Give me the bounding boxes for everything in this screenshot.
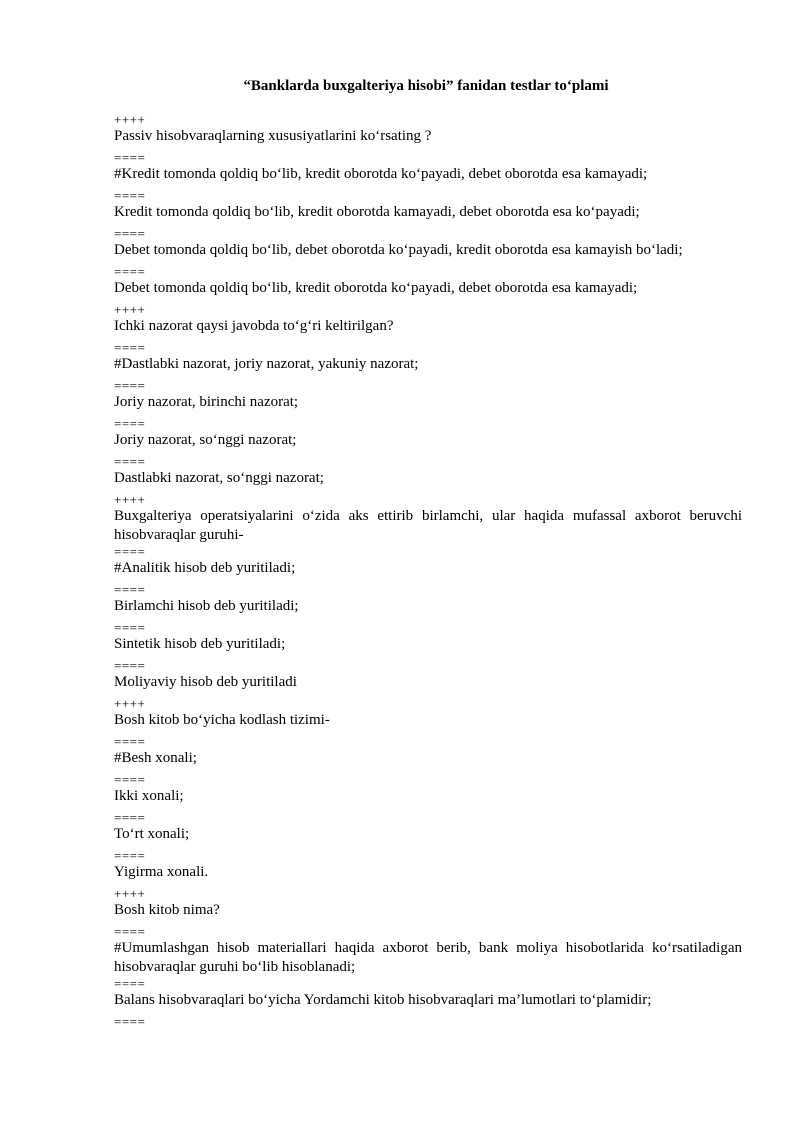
question-separator: ++++ <box>114 302 146 317</box>
answer-separator: ==== <box>114 924 146 939</box>
text-line: #Dastlabki nazorat, joriy nazorat, yakuniy nazorat; <box>114 356 419 372</box>
answer-separator: ==== <box>114 810 146 825</box>
text-line: Sintetik hisob deb yuritiladi; <box>114 636 286 652</box>
document-body <box>114 113 742 1029</box>
answer-separator: ==== <box>114 264 146 279</box>
answer-separator: ==== <box>114 734 146 749</box>
question-separator: ++++ <box>114 492 146 507</box>
text-line: Ikki xonali; <box>114 788 184 804</box>
text-line: #Kredit tomonda qoldiq bo‘lib, kredit oborotda ko‘payadi, debet oborotda esa kamayadi; <box>114 166 648 182</box>
text-line: Debet tomonda qoldiq bo‘lib, debet oborotda ko‘payadi, kredit oborotda esa kamayish bo‘ladi; <box>114 242 683 258</box>
answer-separator: ==== <box>114 1014 146 1029</box>
text-line: Moliyaviy hisob deb yuritiladi <box>114 674 297 690</box>
answer-separator: ==== <box>114 454 146 469</box>
text-line: Joriy nazorat, so‘nggi nazorat; <box>114 432 297 448</box>
answer-separator: ==== <box>114 544 146 559</box>
text-line: Yigirma xonali. <box>114 864 209 880</box>
text-line: #Besh xonali; <box>114 750 197 766</box>
answer-separator: ==== <box>114 416 146 431</box>
text-line: #Analitik hisob deb yuritiladi; <box>114 560 296 576</box>
question-separator: ++++ <box>114 696 146 711</box>
answer-separator: ==== <box>114 150 146 165</box>
text-line: Buxgalteriya operatsiyalarini o‘zida aks ettirib birlamchi, ular haqida mufassal axborot beruvchi hisobvaraqlar guruhi- <box>114 508 742 543</box>
text-line: #Umumlashgan hisob materiallari haqida axborot berib, bank moliya hisobotlarida ko‘rsatiladigan hisobvaraqlar guruhi bo‘lib hisoblanadi; <box>114 940 742 975</box>
question-separator: ++++ <box>114 886 146 901</box>
answer-separator: ==== <box>114 848 146 863</box>
text-line: To‘rt xonali; <box>114 826 190 842</box>
text-line: Birlamchi hisob deb yuritiladi; <box>114 598 299 614</box>
answer-separator: ==== <box>114 226 146 241</box>
text-line: Bosh kitob bo‘yicha kodlash tizimi- <box>114 712 330 728</box>
answer-separator: ==== <box>114 772 146 787</box>
answer-separator: ==== <box>114 378 146 393</box>
answer-separator: ==== <box>114 340 146 355</box>
answer-separator: ==== <box>114 976 146 991</box>
text-line: Kredit tomonda qoldiq bo‘lib, kredit oborotda kamayadi, debet oborotda esa ko‘payadi; <box>114 204 640 220</box>
answer-separator: ==== <box>114 582 146 597</box>
text-line: Ichki nazorat qaysi javobda to‘g‘ri keltirilgan? <box>114 318 394 334</box>
text-line: Balans hisobvaraqlari bo‘yicha Yordamchi kitob hisobvaraqlari ma’lumotlari to‘plamidir; <box>114 992 652 1008</box>
text-line: Joriy nazorat, birinchi nazorat; <box>114 394 299 410</box>
text-line: Bosh kitob nima? <box>114 902 220 918</box>
document-title: “Banklarda buxgalteriya hisobi” fanidan testlar to‘plami <box>243 78 609 94</box>
answer-separator: ==== <box>114 658 146 673</box>
text-line: Passiv hisobvaraqlarning xususiyatlarini ko‘rsating ? <box>114 128 432 144</box>
answer-separator: ==== <box>114 620 146 635</box>
answer-separator: ==== <box>114 188 146 203</box>
question-separator: ++++ <box>114 112 146 127</box>
text-line: Dastlabki nazorat, so‘nggi nazorat; <box>114 470 324 486</box>
text-line: Debet tomonda qoldiq bo‘lib, kredit oborotda ko‘payadi, debet oborotda esa kamayadi; <box>114 280 638 296</box>
